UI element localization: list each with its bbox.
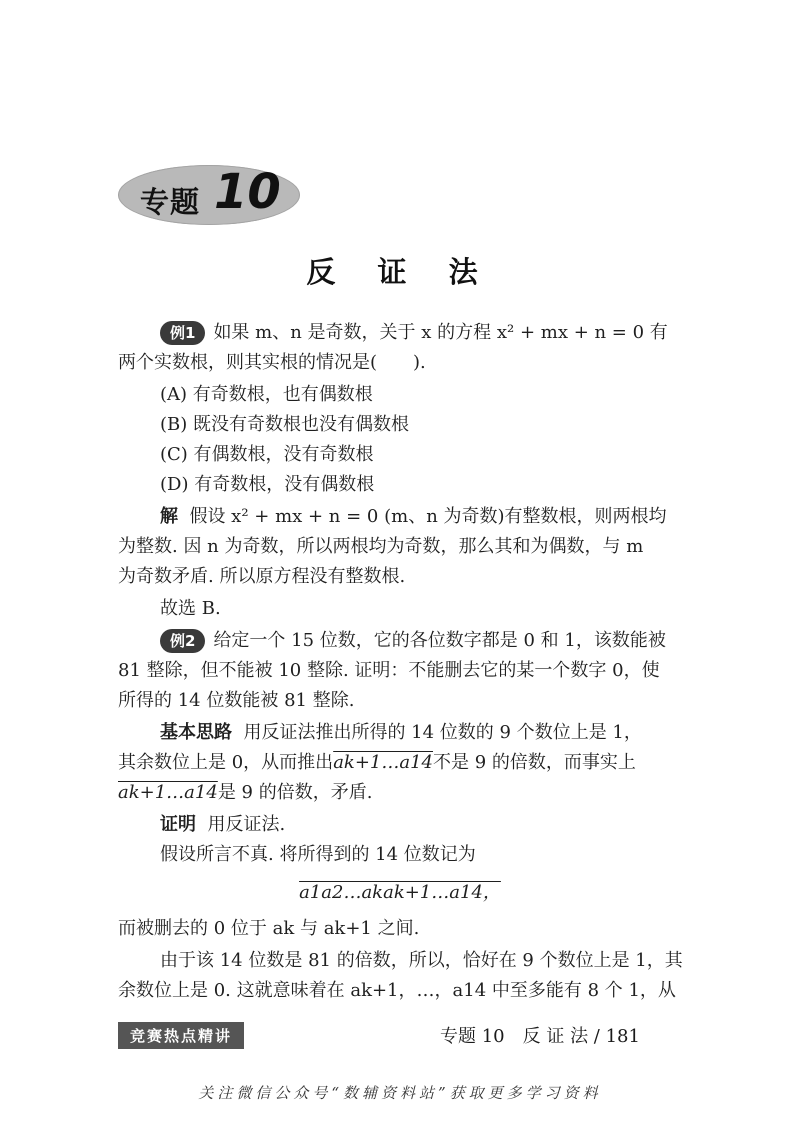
example1-option-c: (C) 有偶数根，没有奇数根 [160, 444, 374, 465]
example2-question-line3: 所得的 14 位数能被 81 整除. [118, 690, 355, 711]
example1-question-line2: 两个实数根，则其实根的情况是( ). [118, 352, 426, 373]
example2-proof-line2: 假设所言不真. 将所得到的 14 位数记为 [160, 844, 476, 865]
chapter-badge-label: 专题 [140, 185, 201, 219]
example1-option-a: (A) 有奇数根，也有偶数根 [160, 384, 373, 405]
example2-proof-line1: 证明 用反证法. [160, 814, 286, 835]
example2-idea-line3: ak+1…a14是 9 的倍数，矛盾. [118, 782, 373, 803]
footer-page-info: 专题 10 反 证 法 / 181 [440, 1026, 640, 1047]
example1-answer: 故选 B. [160, 598, 221, 619]
digit-segment: ak+1…a14 [333, 752, 433, 773]
digit-segment: ak+1…a14 [118, 782, 218, 803]
idea-label: 基本思路 [160, 722, 232, 743]
example2-proof-line4: 由于该 14 位数是 81 的倍数，所以，恰好在 9 个数位上是 1，其 [160, 950, 683, 971]
example2-idea-line2: 其余数位上是 0，从而推出ak+1…a14不是 9 的倍数，而事实上 [118, 752, 636, 773]
example1-question-line1: 例1 如果 m、n 是奇数，关于 x 的方程 x² + mx + n = 0 有 [160, 318, 668, 348]
example2-idea-line1: 基本思路 用反证法推出所得的 14 位数的 9 个数位上是 1， [160, 722, 642, 743]
example2-question-line2: 81 整除，但不能被 10 整除. 证明：不能删去它的某一个数字 0，使 [118, 660, 660, 681]
example1-solution-line2: 为整数. 因 n 为奇数，所以两根均为奇数，那么其和为偶数，与 m [118, 536, 644, 557]
watermark-text: 关注微信公众号“数辅资料站”获取更多学习资料 [198, 1084, 602, 1102]
solution-label: 解 [160, 506, 178, 527]
chapter-badge-number: 10 [214, 164, 281, 220]
proof-label: 证明 [160, 814, 196, 835]
example2-proof-line5: 余数位上是 0. 这就意味着在 ak+1，…，a14 中至多能有 8 个 1，从 [118, 980, 676, 1001]
number-formula: a1a2…akak+1…a14， [299, 882, 501, 903]
example1-label: 例1 [160, 321, 205, 345]
example2-proof-line3: 而被删去的 0 位于 ak 与 ak+1 之间. [118, 918, 420, 939]
example2-label: 例2 [160, 629, 205, 653]
example2-question-line1: 例2 给定一个 15 位数，它的各位数字都是 0 和 1，该数能被 [160, 626, 666, 656]
footer-section-tag: 竞赛热点精讲 [118, 1022, 244, 1049]
example1-solution-line3: 为奇数矛盾. 所以原方程没有整数根. [118, 566, 406, 587]
example1-option-b: (B) 既没有奇数根也没有偶数根 [160, 414, 409, 435]
example1-option-d: (D) 有奇数根，没有偶数根 [160, 474, 375, 495]
page-title: 反 证 法 [306, 255, 494, 289]
example1-solution-line1: 解 假设 x² + mx + n = 0 (m、n 为奇数)有整数根，则两根均 [160, 506, 667, 527]
